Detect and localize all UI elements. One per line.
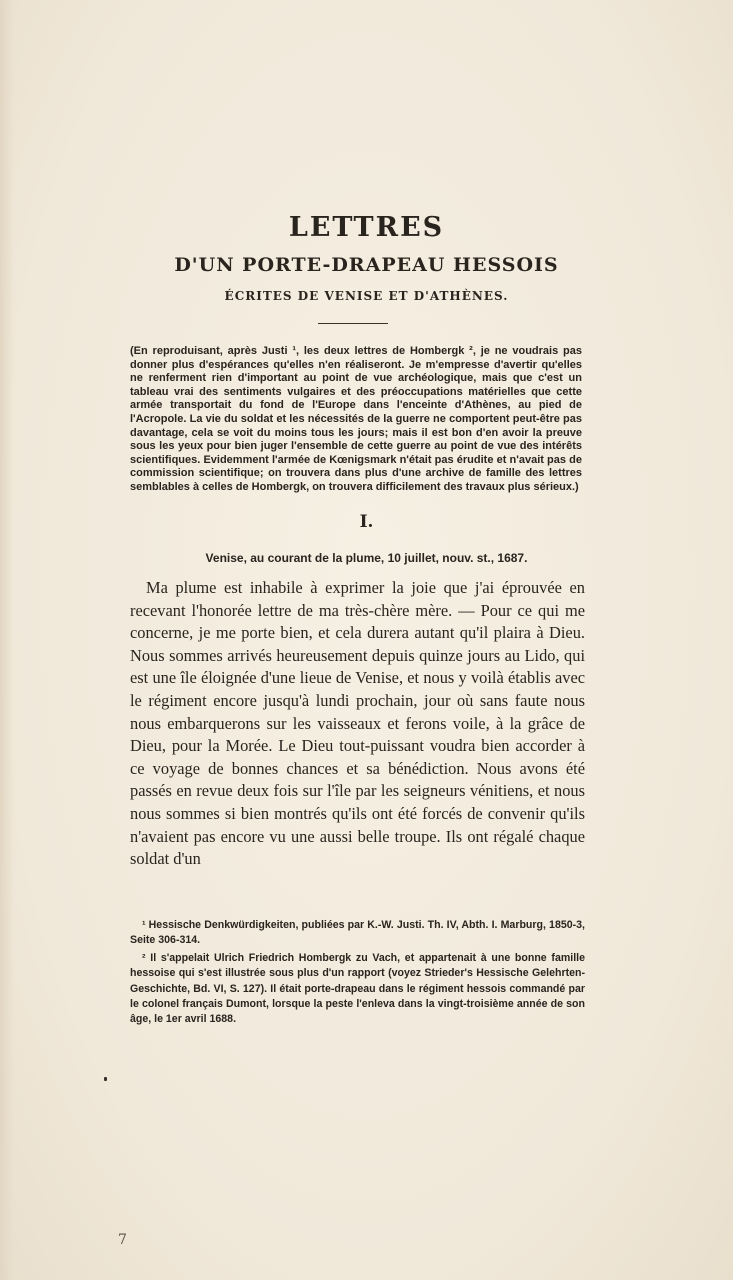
footnote-2: ² Il s'appelait Ulrich Friedrich Hombergk zu Vach, et appartenait à une bonne famille hessoise qui s'est illustrée sous plus d'un rapport (voyez Strieder's Hessische Gelehrten-Geschichte, Bd. VI, S. 127). Il était porte-drapeau dans le régiment hessois commandé par le colonel français Dumont, lorsque la peste l'enleva dans la vingt-troisième année de son âge, le 1er avril 1688. xyxy=(130,951,585,1026)
body-paragraph: Ma plume est inhabile à exprimer la joie que j'ai éprouvée en recevant l'honorée lettre de ma très-chère mère. — Pour ce qui me concerne, je me porte bien, et cela durera autant qu'il plaira à Dieu. Nous sommes arrivés heureusement depuis quinze jours au Lido, qui est une île éloignée d'une lieue de Venise, et nous y voilà établis avec le régiment encore jusqu'à lundi prochain, jour où sans faute nous nous embarquerons sur les vaisseaux et ferons voile, à la grâce de Dieu, pour la Morée. Le Dieu tout-puissant voudra bien accorder à ce voyage de bonnes chances et sa bénédiction. Nous avons été passés en revue deux fois sur l'île par les seigneurs vénitiens, et nous nous sommes si bien montrés qu'ils ont été forcés de convenir qu'ils n'avaient pas encore vu une aussi belle troupe. Ils ont régalé chaque soldat d'un xyxy=(130,578,585,869)
letter-body xyxy=(130,577,585,871)
section-number: I. xyxy=(359,512,374,532)
intro-paragraph: (En reproduisant, après Justi ¹, les deux lettres de Hombergk ², je ne voudrais pas donner plus d'espérances qu'elles n'en réaliseront. Je m'empresse d'avertir qu'elles ne renferment rien d'important au point de vue archéologique, mais que c'est un tableau vrai des sentiments vulgaires et des préoccupations matérielles que cette armée transportait du fond de l'Europe dans l'enceinte d'Athènes, au pied de l'Acropole. La vie du soldat et les nécessités de la guerre ne comportent peut-être pas davantage, cela se voit du moins tous les jours; mais il est bon d'en avoir la preuve sous les yeux pour bien juger l'ensemble de cette guerre au point de vue des intérêts scientifiques. Evidemment l'armée de Kœnigsmark n'était pas érudite et n'avait pas de commission scientifique; on trouvera dans plus d'une archive de famille des lettres semblables à celles de Hombergk, on trouvera difficilement des travaux plus sérieux.) xyxy=(130,345,582,493)
page-subtitle: D'UN PORTE-DRAPEAU HESSOIS xyxy=(174,254,559,276)
ink-speck xyxy=(104,1077,107,1081)
page-title: LETTRES xyxy=(288,212,445,243)
letter-dateline: Venise, au courant de la plume, 10 juillet, nouv. st., 1687. xyxy=(205,551,528,565)
title-divider xyxy=(318,323,388,324)
page-spine-shadow xyxy=(0,0,14,1280)
page-subtitle-secondary: ÉCRITES DE VENISE ET D'ATHÈNES. xyxy=(224,289,509,303)
footnote-1: ¹ Hessische Denkwürdigkeiten, publiées par K.-W. Justi. Th. IV, Abth. I. Marburg, 1850-3, Seite 306-314. xyxy=(130,919,585,947)
page-mark: 7 xyxy=(118,1232,127,1248)
footnotes xyxy=(130,918,585,1030)
